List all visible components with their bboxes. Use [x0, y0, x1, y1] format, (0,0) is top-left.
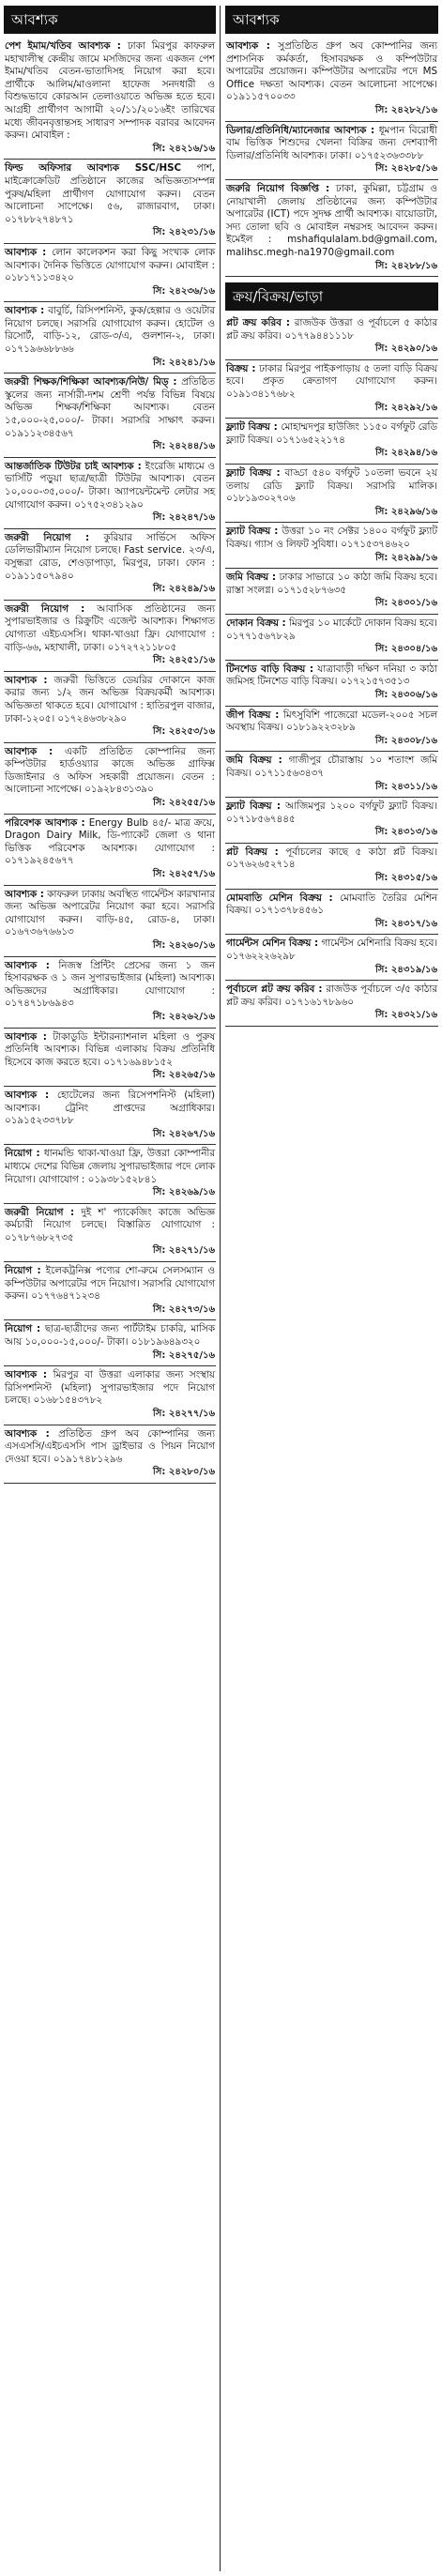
ad-code: সি: ২৪৩০৮/১৬ — [374, 735, 437, 746]
classified-ad — [4, 302, 216, 373]
ad-body: ইংরেজি মাধ্যমে ও ভার্সিটি পড়ুয়া ছাত্র/ছাত্রী টিউটর আবশ্যক। বেতন ১০,০০০-৩৫,০০০/- টাকা। অ্যাপয়েন্টমেন্ট লেটার সহ যোগাযোগ করুন। ০১৭৫২৩৪১২৯০ — [5, 460, 215, 511]
classified-ad — [4, 815, 216, 886]
ad-heading: দোকান বিক্রয় : — [226, 617, 286, 629]
classified-ad — [225, 419, 438, 465]
ad-heading: আবশ্যক : — [5, 305, 45, 317]
ad-heading: ফিল্ড অফিসার আবশ্যক SSC/HSC — [5, 162, 182, 175]
ad-heading: জমি বিক্রয় : — [226, 755, 282, 767]
ad-code: সি: ২৪৩১৯/১৬ — [374, 964, 437, 975]
ad-code: সি: ২৪২৩১/১৬ — [152, 227, 215, 238]
classified-ad — [225, 890, 438, 936]
ad-body: প্রতিষ্ঠিত স্কুলের জন্য নার্সারী-দশম শ্রেণী পর্যন্ত বিভিন্ন বিষয়ে অভিজ্ঞ শিক্ষক/শিক্ষিকা আবশ্যক। বেতন ১৫,০০০-২৫,০০০/- টাকা। সরাসরি সাক্ষাৎ করুন। ০১৯১১২৩৪৫৬৭ — [5, 376, 215, 439]
ad-code: সি: ২৪২৯৪/১৬ — [374, 448, 437, 459]
ad-code: সি: ২৪৩০৬/১৬ — [374, 689, 437, 700]
ad-code: সি: ২৪২১৬/১৬ — [152, 143, 215, 154]
ad-body: মিৎসুবিশি পাজেরো মডেল-২০০৫ সচল অবস্থায় বিক্রয়। ০১৮১৯২২৩২৮৯ — [226, 709, 437, 734]
ad-body: সুপ্রতিষ্ঠিত গ্রুপ অব কোম্পানির জন্য প্রশাসনিক কর্মকর্তা, হিসাবরক্ষক ও কম্পিউটার অপারেটর প্রয়োজন। কম্পিউটার অপারেটর পদে MS Office দক্ষতা আবশ্যক। বেতন আলোচনা সাপেক্ষে। ০১৯১১৫৭০০৩৩ — [226, 40, 437, 103]
ad-body: আজিমপুর ১২০০ বর্গফুট ফ্ল্যাট বিক্রয়। ০১৭১৮৫৬৭৪৪৫ — [226, 800, 438, 825]
ad-body: উত্তরা ১০ নং সেক্টর ১৪০০ বর্গফুট ফ্ল্যাট বিক্রয়। গ্যাস ও লিফট সুবিধা। ০১৭১৫৩৭৪৬২০ — [226, 526, 437, 550]
ad-body: গাজীপুর চৌরাস্তায় ১০ শতাংশ জমি বিক্রয়। ০১৭১১৫৬৩৪৩৭ — [226, 755, 437, 779]
ad-code: সি: ২৪২৯৯/১৬ — [374, 552, 437, 563]
ad-body: ঢাকার সাভারে ১০ কাঠা জমি বিক্রয় হবে। রাস্তা সংলগ্ন। ০১৭১৫২৮৭৬৩৫ — [226, 572, 438, 596]
ad-code: সি: ২৪৩০৪/১৬ — [374, 644, 437, 655]
ad-code: সি: ২৪২৬৫/১৬ — [152, 1070, 215, 1081]
ad-heading: আবশ্যক : — [5, 959, 50, 971]
right-banner-top: আবশ্যক — [225, 6, 438, 34]
ad-heading: নিয়োগ : — [5, 1323, 41, 1335]
right-column — [225, 6, 438, 2571]
ad-code: সি: ২৪২৫৩/১৬ — [152, 726, 215, 738]
classified-ad — [225, 523, 438, 569]
ad-code: সি: ২৪২৩৬/১৬ — [152, 285, 215, 297]
ad-body: ইলেকট্রনিক্স পণ্যের শো-রুমে সেলসম্যান ও কম্পিউটার অপারেটর পদে নিয়োগ। সরাসরি যোগাযোগ করুন। ০১৭৭৬৪৭১২৩৪ — [5, 1265, 216, 1303]
ad-body: গার্মেন্টস মেশিনারি বিক্রয় হবে। ০১৭৬২২২৬২৯৮ — [226, 937, 437, 963]
ad-body: বাবুর্চি, রিসিপশনিস্ট, কুক/হেল্পার ও ওয়েটার নিয়োগ চলছে। সরাসরি যোগাযোগ করুন। হোটেল ও রিসোর্ট, বাড়ি-১২, রোড-৩/এ, গুলশান-২, ঢাকা। ০১৭১৯৬৬৮৮৬৬ — [5, 305, 215, 356]
ad-heading: নিয়োগ : — [5, 1265, 41, 1277]
ad-body: আবাসিক প্রতিষ্ঠানের জন্য সুপারভাইজার ও রিক্রুটিং এজেন্ট আবশ্যক। শিক্ষাগত যোগ্যতা এইচএসসি। থাকা-খাওয়া ফ্রি। যোগাযোগ : বাড়ি-৬৬, মহাখালী, ঢাকা। ০১৭২৭২১১৮০৫ — [5, 602, 215, 653]
ad-code: সি: ২৪২৬২/১৬ — [152, 1011, 215, 1022]
ad-code: সি: ২৪২৯০/১৬ — [374, 343, 437, 355]
classified-ad — [4, 957, 216, 1029]
ad-heading: পরিবেশক আবশ্যক : — [5, 816, 85, 829]
classified-ad — [4, 672, 216, 743]
ad-code: সি: ২৪২৮৫/১৬ — [374, 163, 437, 175]
classified-ad — [4, 1262, 216, 1320]
ad-body: ঢাকার মিরপুর পাইকপাড়ায় ৫ তলা বাড়ি বিক্রয় হবে। প্রকৃত ক্রেতাগণ যোগাযোগ করুন। ০১৯১৩৪১৭৬৮২ — [226, 362, 437, 401]
right-ads-top-list — [225, 38, 438, 277]
classified-ad — [225, 180, 438, 277]
ad-heading: পূর্বাচলে প্লট ক্রয় করিব : — [226, 983, 323, 996]
ad-body: মোমবাতি তৈরির মেশিন বিক্রয়। ০১৭১৩৭৮৪৫৬১ — [226, 892, 438, 917]
ad-body: দুই শ' প্যাকেজিং কাজে অভিজ্ঞ কর্মচারী নিয়োগ চলছে। বিস্তারিত যোগাযোগ : ০১৭৮৭৬৮২৭৩৫ — [5, 1206, 216, 1243]
ad-heading: বিক্রয় : — [226, 362, 256, 374]
ad-body: রাজউক উত্তরা ও পূর্বাচলে ৫ কাঠার প্লট ক্রয় করিব। ০১৭৭৯৪৪১১১৮ — [226, 317, 438, 342]
classified-ad — [4, 160, 216, 244]
ad-body: বাড্ডা ৫৪০ বর্গফুট ১০তলা ভবনে ২য় তলায় রেডি ফ্ল্যাট বিক্রয়। সরাসরি মালিক। ০১৮১৯৩০২৭০৬ — [226, 467, 437, 505]
left-ads-list — [4, 38, 216, 1484]
ad-heading: নিয়োগ : — [5, 1148, 40, 1160]
ad-body: নিজস্ব প্রিন্টিং প্রেসের জন্য ১ জন হিসাবরক্ষক ও ১ জন সুপারভাইজার (মহিলা) আবশ্যক। অভিজ্ঞদের অগ্রাধিকার। যোগাযোগ : ০১৭৪৭১৮৬৯৪৩ — [5, 959, 215, 1010]
ad-heading: আবশ্যক : — [5, 1089, 50, 1101]
ad-heading: জরুরী শিক্ষক/শিক্ষিকা আবশ্যক/নিউ/ মিড্‌ : — [5, 376, 177, 389]
ad-body: রাজউক পূর্বাচলে ৩/৫ কাঠার প্লট ক্রয় করিব। ০১৭১৬১৭৮৯৬০ — [226, 983, 437, 1008]
ad-code: সি: ২৪২৪৯/১৬ — [152, 584, 215, 595]
classified-ad — [4, 458, 216, 529]
ad-heading: আবশ্যক : — [5, 1030, 47, 1043]
ad-heading: আবশ্যক : — [5, 246, 47, 258]
ad-code: সি: ২৪২৫১/১৬ — [152, 655, 215, 666]
ad-body: যাত্রাবাড়ী দক্ষিণ দনিয়া ৩ কাঠা জমিসহ টিনশেড বাড়ি বিক্রয়। ০১৭২১৫৭৩৫১৩ — [226, 663, 437, 688]
ad-code: সি: ২৪২৬০/১৬ — [152, 940, 215, 951]
ad-body: মোহাম্মদপুর হাউজিং ১১৫০ বর্গফুট রেডি ফ্ল্যাট বিক্রয়। ০১৭১৬৫২২১৭৪ — [226, 421, 437, 446]
ad-code: সি: ২৪২৮২/১৬ — [374, 104, 437, 115]
classified-ad — [225, 465, 438, 523]
ad-heading: মোমবাতি মেশিন বিক্রয় : — [226, 892, 333, 904]
ad-code: সি: ২৪২৪৭/১৬ — [152, 512, 215, 524]
ad-code: সি: ২৪২৯৬/১৬ — [374, 506, 437, 517]
ad-code: সি: ২৪৩২১/১৬ — [374, 1010, 437, 1021]
classified-ad — [225, 38, 438, 122]
right-ads-bottom-list — [225, 314, 438, 1027]
ad-code: সি: ২৪৩১৩/১৬ — [374, 827, 437, 838]
classified-ad — [225, 935, 438, 981]
ad-heading: ফ্ল্যাট বিক্রয় : — [226, 421, 278, 434]
ad-body: কাফরুল ঢাকায় অবস্থিত গার্মেন্টস কারখানার জন্য অভিজ্ঞ অপারেটর নিয়োগ করা হবে। সরাসরি যোগাযোগ করুন। বাড়ি-৪৫, রোড-৪, ঢাকা। ০১৬৭৩৬৭৬৬১৩ — [5, 888, 215, 938]
ad-code: সি: ২৪২৭৫/১৬ — [152, 1349, 215, 1361]
ad-code: সি: ২৪২৪৪/১৬ — [152, 441, 215, 452]
ad-code: সি: ২৪৩১১/১৬ — [374, 781, 437, 792]
ad-body: ঢাকা, কুমিল্লা, চট্টগ্রাম ও নোয়াখালী জেলায় প্রতিষ্ঠানের জন্য কম্পিউটার অপারেটর (ICT) পদে সুদক্ষ প্রার্থী আবশ্যক। বায়োডাটা, সদ্য তোলা ছবি ও মোবাইল নম্বরসহ আবেদন করুন। ইমেইল : mshafiqulalam.bd@gmail.com, malihsc.megh-na1970@gmail.com — [226, 182, 437, 258]
classified-ad — [225, 360, 438, 419]
classified-ad — [4, 886, 216, 957]
ad-heading: পেশ ইমাম/খতিব আবশ্যক : — [5, 40, 121, 52]
column-rule — [220, 6, 221, 2571]
ad-heading: ফ্ল্যাট বিক্রয় : — [226, 800, 281, 813]
classified-ad — [225, 981, 438, 1027]
ad-heading: আন্তর্জাতিক টিউটর চাই আবশ্যক : — [5, 460, 142, 472]
ad-heading: আবশ্যক : — [5, 888, 44, 900]
ad-body: ছাত্র-ছাত্রীদের জন্য পার্টটাইম চাকরি, মাসিক আয় ১০,০০০-১৫,০০০/- টাকা। ০১৮১৯৬৪৯৩২০ — [5, 1323, 216, 1349]
ad-heading: জরুরী নিয়োগ : — [5, 1206, 75, 1218]
classified-ad — [225, 569, 438, 615]
ad-code: সি: ২৪২৭৩/১৬ — [152, 1303, 215, 1315]
classified-ad — [225, 661, 438, 707]
ad-code: সি: ২৪২৬৯/১৬ — [152, 1187, 215, 1198]
classified-ad — [4, 1425, 216, 1484]
classified-ad — [4, 1320, 216, 1366]
ad-body: হোটেলের জন্য রিসেপশনিস্ট (মহিলা) আবশ্যক। ট্রেনিং প্রাপ্তদের অগ্রাধিকার। ০১৯১৫২৩৩৭৮৮ — [5, 1089, 215, 1127]
classified-ad — [4, 373, 216, 458]
classified-ad — [4, 601, 216, 672]
ad-body: Energy Bulb ৪৫/- মাত্র ক্রয়ে, Dragon Dairy Milk, ডি-প্যাকেট জেলা ও থানা ভিত্তিক পরিবেশক আবশ্যক। যোগাযোগ : ০১৭১৯২৪৫৬৭৭ — [5, 816, 215, 867]
ad-heading: আবশ্যক : — [5, 1427, 50, 1440]
ad-heading: আবশ্যক : — [5, 1369, 48, 1381]
ad-heading: প্লট ক্রয় করিব : — [226, 317, 291, 329]
ad-heading: ডিলার/প্রতিনিধি/ম্যানেজার আবশ্যক : — [226, 124, 375, 136]
ad-body: ধূমপান বিরোধী বাম ভিত্তিক শিশুদের খেলনা বিক্রির জন্য দেশব্যাপী ডিলার/প্রতিনিধি আবশ্যক। ঢাকা। ০১৭৫২৩৬৩৩৮৮ — [226, 124, 437, 161]
classified-ad — [4, 1204, 216, 1262]
ad-heading: গার্মেন্টস মেশিন বিক্রয় : — [226, 937, 319, 950]
ad-body: টাকাডুডি ইন্টারন্যাশনাল মহিলা ও পুরুষ প্রতিনিধি আবশ্যক। বিভিন্ন এলাকায় বিক্রয় প্রতিনিধি হিসেবে কাজ করতে হবে। ০১৭১৬৯৪৮১৫২ — [5, 1030, 216, 1068]
ad-heading: জীপ বিক্রয় : — [226, 709, 280, 721]
ad-heading: জমি বিক্রয় : — [226, 572, 277, 584]
ad-heading: ফ্ল্যাট বিক্রয় : — [226, 526, 279, 538]
ad-heading: আবশ্যক : — [5, 745, 53, 757]
ad-body: জরুরী ভিত্তিতে ডেয়রির দোকানে কাজ করার জন্য ১/২ জন অভিজ্ঞ বিক্রয়কর্মী আবশ্যক। অভিজ্ঞতা থাকতে হবে। যোগাযোগ : হাতিরপুল বাজার, ঢাকা-১২০৫। ০১৭২৪৬৩৮২৯০ — [5, 674, 215, 724]
classified-ad — [225, 844, 438, 890]
classified-ad — [4, 244, 216, 302]
classified-ad — [225, 752, 438, 798]
classified-ad — [4, 1029, 216, 1087]
ad-body: লোন কালেকশন করা কিছু সংখ্যক লোক আবশ্যক। দৈনিক ভিত্তিতে যোগাযোগ করুন। মোবাইল : ০১৮১৭১১৩৪২০ — [5, 246, 215, 284]
ad-heading: জরুরি নিয়োগ বিজ্ঞপ্তি : — [226, 182, 330, 194]
classified-ad — [225, 122, 438, 180]
ad-body: পূর্বাচলের কাছে ৫ কাঠা প্লট বিক্রয়। ০১৭৬২৬৫২৭১৪ — [226, 846, 437, 871]
left-banner: আবশ্যক — [4, 6, 216, 34]
ad-code: সি: ২৪২৬৭/১৬ — [152, 1128, 215, 1139]
classified-ad — [225, 798, 438, 844]
ad-code: সি: ২৪২৯২/১৬ — [374, 402, 437, 413]
classified-ad — [225, 615, 438, 661]
ad-heading: টিনশেড বাড়ি বিক্রয় : — [226, 663, 313, 675]
ad-code: সি: ২৪২৮০/১৬ — [152, 1467, 215, 1478]
ad-heading: ফ্ল্যাট বিক্রয় : — [226, 467, 281, 480]
ad-heading: জরুরী নিয়োগ : — [5, 531, 90, 543]
classified-ad — [225, 314, 438, 360]
ad-code: সি: ২৪২৫৭/১৬ — [152, 869, 215, 880]
left-column — [4, 6, 216, 2571]
ad-heading: প্লট বিক্রয় : — [226, 846, 279, 858]
ad-code: সি: ২৪২৭৭/১৬ — [152, 1409, 215, 1419]
ad-code: সি: ২৪২৭১/১৬ — [152, 1245, 215, 1257]
ad-body: প্রতিষ্ঠিত গ্রুপ অব কোম্পানির জন্য এসএসসি/এইচএসসি পাস ড্রাইভার ও পিয়ন নিয়োগ দেওয়া হবে। ০১৯১৭৪৮১২৯৬ — [5, 1427, 215, 1465]
classified-ad — [225, 707, 438, 753]
classified-ad — [4, 743, 216, 815]
ad-heading: আবশ্যক : — [5, 674, 48, 686]
ad-code: সি: ২৪৩১৭/১৬ — [374, 918, 437, 929]
ad-body: ঢাকা মিরপুর কাফরুল মহাখালীস্থ কেন্দ্রীয় জামে মসজিদের জন্য একজন পেশ ইমাম/খতিব বেতন-ভাতাদিসহ নিয়োগ করা হবে। প্রার্থীকে আলিম/মাওলানা হাফেজ সনদধারী ও বিশুদ্ধভাবে কোরআন তেলাওয়াতে অভিজ্ঞ হতে হবে। আগ্রহী প্রার্থীগণ আগামী ২০/১১/২০১৬ইং তারিখের মধ্যে জীবনবৃত্তান্তসহ সাধারণ সম্পাদক বরাবর আবেদন করুন। মোবাইল : — [5, 40, 215, 142]
ad-body: কুরিয়ার সার্ভিসে অফিস ডেলিভারীম্যান নিয়োগ চলছে। Fast service. ২৩/এ, বসুন্ধরা রোড, শেওড়াপাড়া, মিরপুর, ঢাকা। ফোন : ০১৯১১৫০৭৯৪০ — [5, 531, 215, 582]
ad-body: একটি প্রতিষ্ঠিত কোম্পানির জন্য কম্পিউটার হার্ডওয়্যার কাজে অভিজ্ঞ গ্রাফিক্স ডিজাইনার ও অফিস সহকারী প্রয়োজন। বেতন : আলোচনা সাপেক্ষে। ০১৯২৮৪৩১৩৯০ — [5, 745, 215, 796]
classified-ad — [4, 1366, 216, 1425]
ad-code: সি: ২৪২৮৮/১৬ — [374, 260, 437, 271]
classified-ad — [4, 529, 216, 601]
ad-code: সি: ২৪২৪১/১৬ — [152, 357, 215, 368]
ad-body: ধানমন্ডি থাকা-খাওয়া ফ্রি, উত্তরা কোম্পানীর মাধ্যমে দেশের বিভিন্ন জেলায় সুপারভাইজার পদে লোক নিয়োগ। যোগাযোগ : ০১৯৩৮১৫২৮৪১ — [5, 1148, 215, 1185]
classified-ad — [4, 1145, 216, 1203]
ad-code: সি: ২৪২৫৫/১৬ — [152, 798, 215, 809]
ad-body: পাশ, মাইক্রোক্রেডিট প্রতিষ্ঠানে কাজের অভিজ্ঞতাসম্পন্ন পুরুষ/মহিলা প্রার্থীগণ যোগাযোগ করুন। বেতন আলোচনা সাপেক্ষে। ৫৬, রাজারবাগ, ঢাকা। ০১৭৮৮২৭৪৮৭১ — [5, 162, 215, 225]
ad-body: মিরপুর ১০ মার্কেটে দোকান বিক্রয় হবে। ০১৭৭১৫৬৭৮২৯ — [226, 617, 437, 642]
right-banner-mid: ক্রয়/বিক্রয়/ভাড়া — [225, 282, 438, 311]
classified-ad — [4, 38, 216, 160]
ad-code: সি: ২৪৩১৫/১৬ — [374, 873, 437, 884]
ad-code: সি: ২৪৩০১/১৬ — [374, 598, 437, 609]
ad-body: মিরপুর বা উত্তরা এলাকার জন্য সংস্থায় রিসিপশনিস্ট (মহিলা) সুপারভাইজার পদে নিয়োগ চলছে। ০১৬৮১৫৪৩৭৮২ — [5, 1369, 215, 1407]
ad-heading: জরুরী নিয়োগ : — [5, 602, 85, 615]
classified-ad — [4, 1087, 216, 1145]
ad-heading: আবশ্যক : — [226, 40, 270, 52]
